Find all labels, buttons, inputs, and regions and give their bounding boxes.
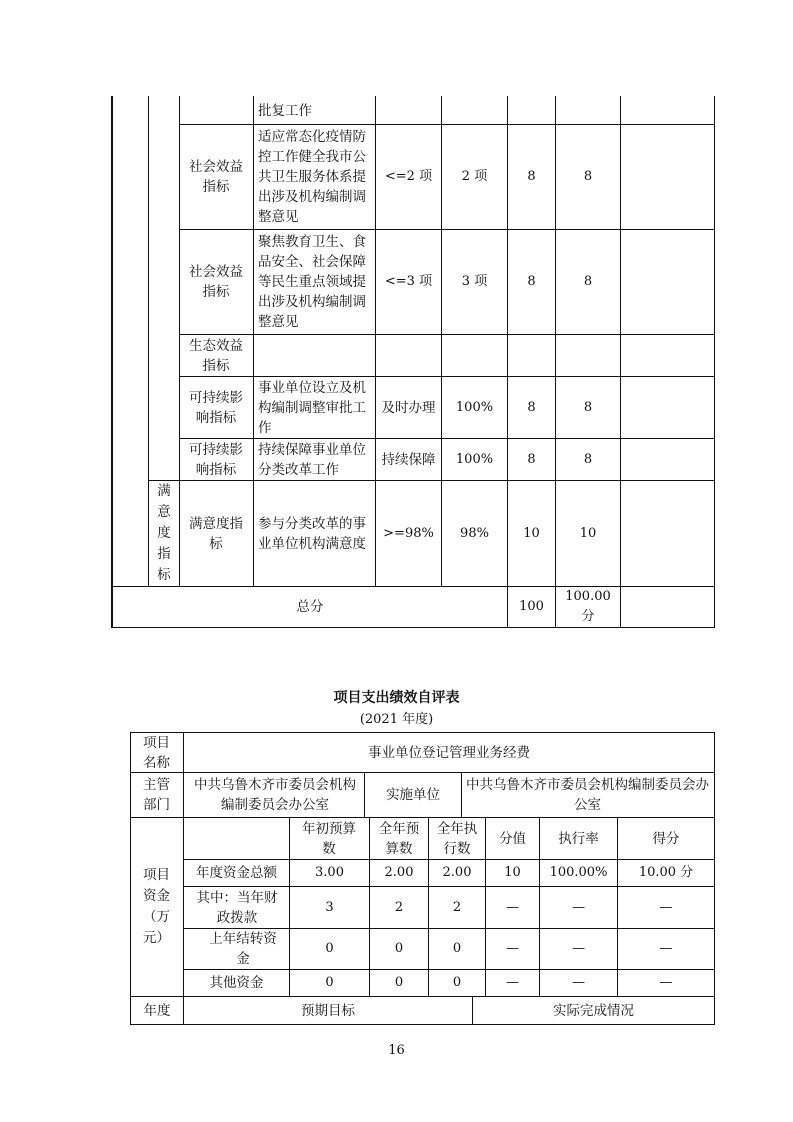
funds-cell: 2	[452, 899, 462, 915]
funds-label: 项目资金（万元）	[143, 867, 170, 946]
table-cell-actual: 98%	[460, 525, 489, 541]
table-cell-target: <=3 项	[384, 274, 433, 289]
table-cell-actual: 100%	[455, 399, 494, 415]
table-cell-content: 聚焦教育卫生、食品安全、社会保障等民生重点领域提出涉及机构编制调整意见	[258, 234, 366, 330]
table-cell-target: 持续保障	[381, 451, 436, 468]
project-name-value: 事业单位登记管理业务经费	[368, 744, 530, 761]
funds-cell: —	[572, 941, 585, 956]
dept-label: 主管部门	[143, 777, 170, 813]
table-cell-indicator: 可持续影响指标	[189, 441, 243, 478]
table-cell-content: 参与分类改革的事业单位机构满意度	[258, 515, 366, 552]
funds-cell: 0	[325, 975, 334, 990]
table-cell-target: >=98%	[383, 525, 434, 541]
total-weight: 100	[519, 599, 544, 614]
table-cell-indicator: 生态效益指标	[189, 337, 243, 374]
funds-cell: —	[506, 975, 519, 990]
table-cell-indicator: 可持续影响指标	[189, 389, 243, 426]
page-number: 16	[388, 1043, 405, 1058]
funds-cell: —	[659, 941, 673, 956]
funds-cell: —	[572, 899, 585, 915]
table-cell-content: 适应常态化疫情防控工作健全我市公共卫生服务体系提出涉及机构编制调整意见	[258, 129, 366, 225]
funds-cell: 2.00	[384, 865, 414, 880]
funds-row-label: 其中：当年财政拨款	[196, 889, 278, 926]
table-cell-score: 8	[583, 399, 593, 415]
table-cell-score: 8	[583, 169, 593, 184]
table-cell-indicator: 社会效益指标	[189, 159, 243, 195]
table-cell-target: <=2 项	[384, 169, 433, 184]
table-subtitle: (2021 年度)	[359, 712, 434, 727]
table-title: 项目支出绩效自评表	[333, 690, 460, 706]
actual-completion-label: 实际完成情况	[553, 1002, 634, 1019]
table-cell-weight: 8	[527, 274, 536, 289]
table-cell-content: 持续保障事业单位分类改革工作	[258, 441, 366, 478]
header-score: 得分	[652, 830, 680, 847]
table-cell-indicator: 社会效益指标	[189, 264, 243, 300]
year-label: 年度	[143, 1002, 171, 1019]
funds-cell: 0	[394, 941, 404, 956]
table-cell-weight: 8	[527, 399, 536, 415]
funds-row-label: 上年结转资金	[209, 931, 277, 967]
funds-cell: —	[506, 899, 519, 915]
table-cell-score: 10	[579, 525, 597, 541]
total-label: 总分	[296, 599, 324, 615]
impl-value: 中共乌鲁木齐市委员会机构编制委员会办公室	[466, 777, 709, 813]
table-cell-actual: 100%	[455, 451, 494, 467]
table-cell-target: 及时办理	[381, 399, 436, 416]
funds-cell: 0	[394, 975, 404, 990]
funds-row-label: 其他资金	[209, 975, 264, 991]
expected-target-label: 预期目标	[301, 1002, 355, 1019]
funds-cell: 2	[394, 899, 404, 915]
funds-cell: 10	[504, 865, 521, 880]
funds-cell: 0	[452, 941, 462, 956]
header-weight: 分值	[499, 830, 526, 847]
table-cell-weight: 8	[527, 169, 536, 184]
table-cell-content: 批复工作	[258, 102, 312, 119]
project-name-label: 项目名称	[143, 734, 170, 771]
funds-cell: 100.00%	[549, 865, 608, 880]
funds-cell: 3	[325, 899, 334, 915]
funds-cell: 0	[452, 975, 462, 990]
table-cell-content: 事业单位设立及机构编制调整审批工作	[258, 379, 366, 436]
table-cell-weight: 10	[523, 525, 540, 541]
funds-row-label: 年度资金总额	[196, 865, 277, 881]
header-annual-budget: 全年预算数	[378, 820, 420, 857]
funds-cell: 0	[325, 941, 334, 956]
header-annual-executed: 全年执行数	[436, 820, 478, 857]
table-cell-score: 8	[583, 274, 593, 289]
funds-cell: —	[572, 975, 585, 990]
funds-cell: 2.00	[442, 865, 472, 880]
header-execution-rate: 执行率	[558, 830, 599, 847]
funds-cell: —	[659, 975, 673, 990]
table-cell-actual: 3 项	[461, 274, 488, 289]
table-cell-indicator: 满意度指标	[189, 515, 243, 552]
dept-value: 中共乌鲁木齐市委员会机构编制委员会办公室	[194, 777, 356, 813]
funds-cell: —	[659, 899, 673, 915]
funds-cell: —	[506, 941, 519, 956]
table-cell-weight: 8	[527, 451, 536, 467]
impl-label: 实施单位	[386, 787, 440, 803]
table-cell-score: 8	[583, 451, 593, 467]
table-cell-actual: 2 项	[461, 169, 488, 184]
satisfaction-group-label: 满意度指标	[157, 483, 171, 583]
header-initial-budget: 年初预算数	[302, 820, 356, 857]
funds-cell: 10.00 分	[638, 865, 694, 880]
total-score: 100.00分	[565, 589, 611, 624]
funds-cell: 3.00	[315, 865, 344, 880]
